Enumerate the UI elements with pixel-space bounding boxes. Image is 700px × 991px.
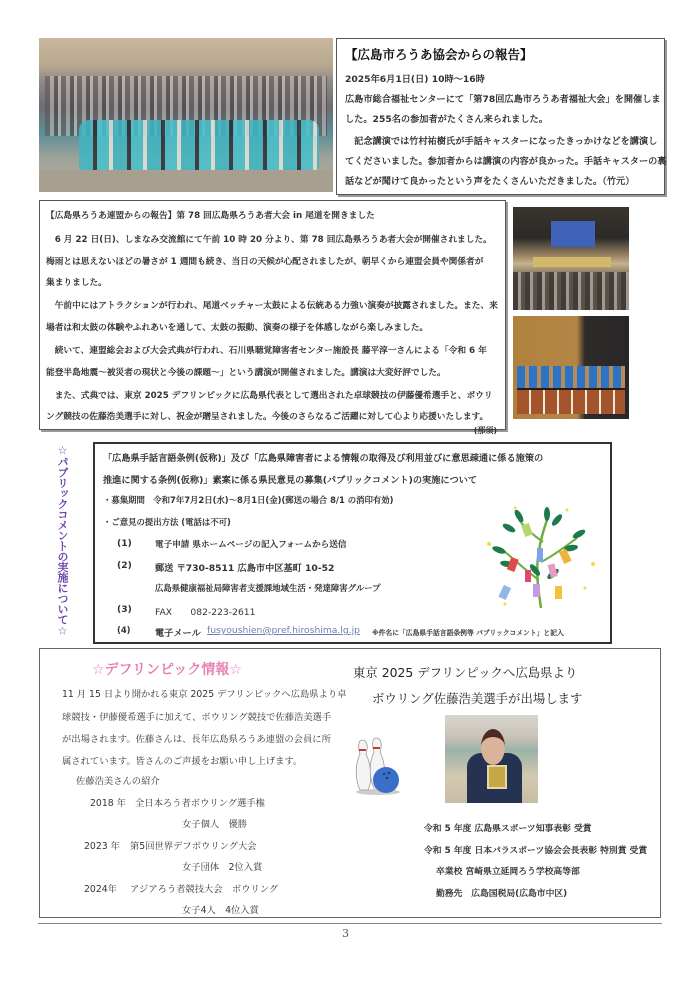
pref-report-text: 集まりました。 xyxy=(46,278,107,288)
record-event: 第5回世界デフボウリング大会 xyxy=(130,841,257,852)
pref-report-text: 午前中にはアトラクションが行われ、尾道ベッチャー太鼓による伝統ある力強い演奏が披露されました。また、来 xyxy=(46,301,498,311)
deaflympics-intro: 属されています。皆さんのご声援をお願い申し上げます。 xyxy=(62,756,303,767)
school: 卒業校 宮崎県立延岡ろう学校高等部 xyxy=(436,867,580,877)
pref-report-text: 6 月 22 日(日)、しまなみ交流館にて午前 10 時 20 分より、第 78 回広島県ろうあ者大会が開催されました。 xyxy=(46,235,492,245)
group-photo xyxy=(39,38,333,192)
award-plaque xyxy=(487,765,507,789)
method-online: 電子申請 県ホームページの記入フォームから送信 xyxy=(155,540,347,550)
public-comment-side-label: ☆パブリックコメントの実施について☆ xyxy=(56,444,69,637)
method-mail-dept: 広島県健康福祉局障害者支援課地域生活・発達障害グループ xyxy=(155,583,381,593)
pref-report-box xyxy=(39,200,506,435)
pref-report-text: 場者は和太鼓の体験やふれあいを通して、太鼓の振動、演奏の様子を体感しながら楽しみました。 xyxy=(46,323,429,333)
method-number: (3) xyxy=(117,604,132,615)
method-number: (1) xyxy=(117,538,132,549)
pref-report-signature: (那須) xyxy=(473,426,497,435)
pref-report-text: 梅雨とは思えないほどの暑さが 1 週間も続き、当日の天候が心配されましたが、朝早くから連盟会員や関係者が xyxy=(46,257,484,267)
city-report-text: 広島市総合福祉センターにて「第78回広島市ろうあ者福祉大会」を開催しま xyxy=(345,94,661,105)
record-event: アジアろう者競技大会 ボウリング xyxy=(130,884,279,895)
pref-report-text: 能登半島地震〜被災者の現状と今後の課題〜」という講演が開催されました。講演は大変好評でした。 xyxy=(46,368,446,378)
projection-screen xyxy=(551,221,595,247)
pref-report-text: 続いて、連盟総会および大会式典が行われ、石川県聴覚障害者センター施設長 藤平淳一さんによる「令和 6 年 xyxy=(46,346,487,356)
profile-label: 佐藤浩美さんの紹介 xyxy=(76,776,160,787)
bowling-pins-icon xyxy=(350,732,405,797)
player-photo xyxy=(445,715,538,803)
record-event: 全日本ろう者ボウリング選手権 xyxy=(135,798,265,809)
city-report-text: した。255名の参加者がたくさん来られました。 xyxy=(345,114,548,125)
tanabata-illustration-icon xyxy=(475,500,607,610)
record-result: 女子4人 4位入賞 xyxy=(182,905,259,916)
pref-report-text: ング競技の佐藤浩美選手に対し、祝金が贈呈されました。今後のさらなるご活躍に対して心より応援いたします。 xyxy=(46,412,489,422)
dais xyxy=(533,257,611,267)
method-number: (2) xyxy=(117,560,132,571)
front-row-figure xyxy=(79,120,319,170)
email-link[interactable]: fusyoushien@pref.hiroshima.lg.jp xyxy=(207,625,361,636)
page-number: 3 xyxy=(342,927,349,940)
record-year: 2018 年 xyxy=(90,798,126,809)
deaflympics-intro: が出場されます。佐藤さんは、長年広島県ろうあ連盟の会員に所 xyxy=(62,734,331,745)
taiko-drums xyxy=(517,388,625,414)
deaflympics-headline: ボウリング佐藤浩美選手が出場します xyxy=(372,691,583,706)
award: 令和 5 年度 日本パラスポーツ協会会長表彰 特別賞 受賞 xyxy=(424,846,648,856)
deaflympics-intro: 11 月 15 日より開かれる東京 2025 デフリンピックへ広島県より卓 xyxy=(62,689,347,700)
city-report-text: てくださいました。参加者からは講演の内容が良かった。手話キャスターの裏 xyxy=(345,156,667,167)
taiko-photo xyxy=(513,316,629,419)
city-report-date: 2025年6月1日(日) 10時〜16時 xyxy=(345,74,485,85)
email-subject-note: ※件名に「広島県手話言語条例等 パブリックコメント」と記入 xyxy=(372,629,564,637)
footer-rule xyxy=(38,923,662,924)
audience xyxy=(513,272,629,310)
deaflympics-headline: 東京 2025 デフリンピックへ広島県より xyxy=(353,665,578,680)
public-comment-heading: 「広島県手話言語条例(仮称)」及び「広島県障害者による情報の取得及び利用並びに意思疎通に係る施策の xyxy=(103,453,544,464)
method-number: (4) xyxy=(117,625,131,635)
record-year: 2024年 xyxy=(84,884,117,895)
workplace: 勤務先 広島国税局(広島市中区) xyxy=(436,889,568,899)
award: 令和 5 年度 広島県スポーツ知事表彰 受賞 xyxy=(424,824,592,834)
pref-report-text: また、式典では、東京 2025 デフリンピックに広島県代表として選出された卓球競技の伊藤優希選手と、ボウリ xyxy=(46,391,493,401)
public-comment-period: ・募集期間 令和7年7月2日(水)〜8月1日(金)(郵送の場合 8/1 の消印有効) xyxy=(103,495,394,505)
floor xyxy=(39,170,333,192)
record-result: 女子団体 2位入賞 xyxy=(182,862,263,873)
stage-photo xyxy=(513,207,629,310)
city-report-text: 話などが聞けて良かったという声をたくさんいただきました。（竹元） xyxy=(345,176,635,187)
deaflympics-title: ☆デフリンピック情報☆ xyxy=(92,662,242,678)
method-email-label: 電子メール xyxy=(155,628,201,639)
city-report-box xyxy=(336,38,665,195)
city-report-title: 【広島市ろうあ協会からの報告】 xyxy=(345,47,533,62)
player-head xyxy=(481,729,505,765)
deaflympics-intro: 球競技・伊藤優希選手に加えて、ボウリング競技で佐藤浩美選手 xyxy=(62,712,332,723)
method-fax: FAX 082-223-2611 xyxy=(155,607,256,618)
submission-method-label: ・ご意見の提出方法 (電話は不可) xyxy=(103,517,231,527)
record-year: 2023 年 xyxy=(84,841,120,852)
public-comment-heading: 推進に関する条例(仮称)」素案に係る県民意見の募集(パブリックコメント)の実施について xyxy=(103,475,478,486)
pref-report-heading: 【広島県ろうあ連盟からの報告】第 78 回広島県ろうあ者大会 in 尾道を開きました xyxy=(46,211,375,221)
record-result: 女子個人 優勝 xyxy=(182,819,248,830)
method-mail: 郵送 〒730-8511 広島市中区基町 10-52 xyxy=(155,563,335,574)
city-report-text: 記念講演では竹村祐樹氏が手話キャスターになったきっかけなどを講演し xyxy=(345,136,658,147)
